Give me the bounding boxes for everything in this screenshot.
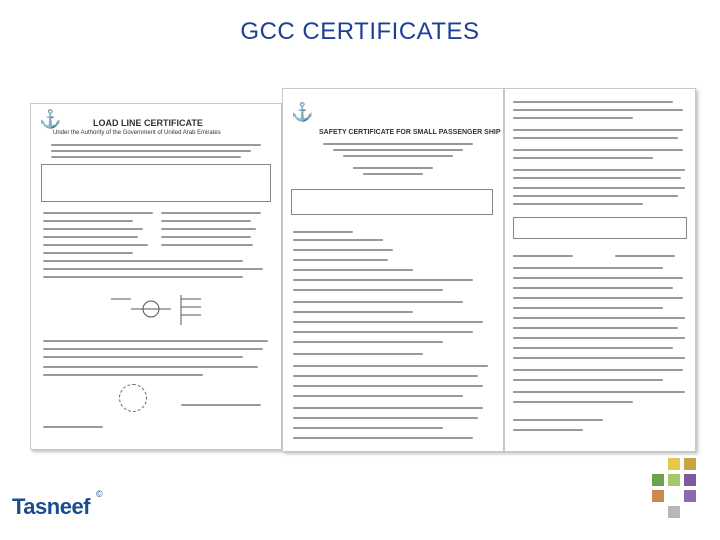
ship-particulars-table <box>291 189 493 215</box>
decorative-square <box>668 458 680 470</box>
certificate-heading: SAFETY CERTIFICATE FOR SMALL PASSENGER SHIP <box>319 129 501 136</box>
ship-particulars-table <box>41 164 271 202</box>
copyright-mark: © <box>96 489 103 499</box>
seal-icon <box>119 384 147 412</box>
page-title: GCC CERTIFICATES <box>240 18 480 45</box>
decorative-square <box>684 474 696 486</box>
decorative-square <box>684 458 696 470</box>
decorative-square <box>652 474 664 486</box>
certificate-continuation-page-image <box>504 88 696 452</box>
tasneef-logo: Tasneef <box>12 494 91 519</box>
certificate-subheading: Under the Authority of the Government of United Arab Emirates <box>53 130 221 136</box>
anchor-logo-icon: ⚓ <box>291 102 314 122</box>
decorative-square <box>668 506 680 518</box>
decorative-square <box>684 490 696 502</box>
anchor-logo-icon: ⚓ <box>39 109 62 129</box>
load-line-certificate-image <box>30 103 282 450</box>
safety-certificate-image <box>282 88 504 452</box>
certificate-heading: LOAD LINE CERTIFICATE <box>93 118 203 128</box>
approval-table <box>513 217 687 239</box>
decorative-square <box>652 490 664 502</box>
decorative-square <box>668 474 680 486</box>
load-line-mark-diagram <box>91 289 211 329</box>
